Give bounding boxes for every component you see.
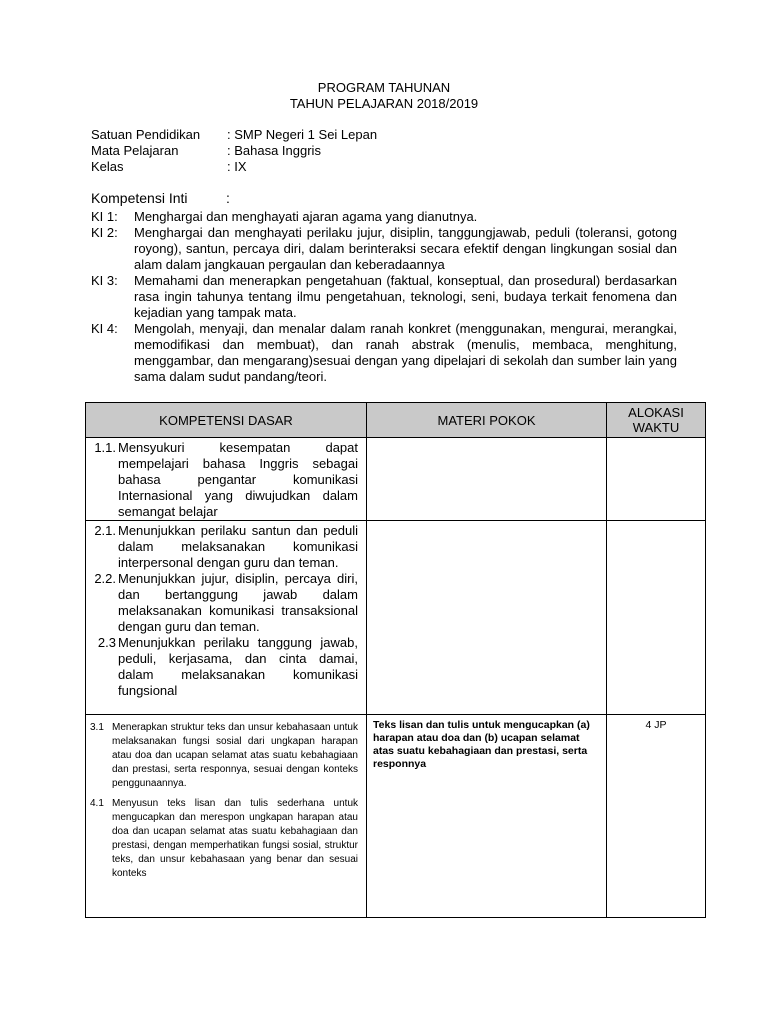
- kompetensi-inti-colon: :: [226, 190, 230, 206]
- materi-cell: [367, 521, 607, 715]
- alokasi-cell: [607, 715, 706, 918]
- ki-text: Mengolah, menyaji, dan menalar dalam ranah konkret (menggunakan, mengurai, merangkai, memodifikasi dan membuat), dan ranah abstrak (menulis, membaca, menghitung, menggambar, dan mengarang)sesuai dengan yang dipelajari di sekolah dan sumber lain yang sama dalam sudut pandang/teori.: [134, 321, 677, 384]
- kd-text: Menunjukkan jujur, disiplin, percaya diri, dan bertanggung jawab dalam melaksanakan komunikasi transaksional dengan guru dan teman.: [118, 571, 358, 634]
- kd-text: Mensyukuri kesempatan dapat mempelajari bahasa Inggris sebagai bahasa pengantar komunikasi Internasional yang diwujudkan dalam semangat belajar: [118, 440, 358, 519]
- kd-item: [86, 635, 366, 699]
- kd-item: [86, 523, 366, 571]
- ki-number: KI 1:: [91, 209, 118, 224]
- info-row: [91, 159, 377, 175]
- kd-number: 2.1.: [94, 523, 116, 538]
- table-header-row: [86, 403, 706, 438]
- header-kompetensi-dasar: KOMPETENSI DASAR: [86, 403, 367, 438]
- kd-text: Menyusun teks lisan dan tulis sederhana untuk mengucapkan dan merespon ungkapan harapan atau doa dan ucapan selamat atas suatu kebahagiaan dan prestasi, dengan memperhatikan fungsi sosial, struktur teks, dan unsur kebahasaan yang benar dan sesuai konteks: [112, 798, 358, 879]
- ki-text: Memahami dan menerapkan pengetahuan (faktual, konseptual, dan prosedural) berdasarkan rasa ingin tahunya tentang ilmu pengetahuan, teknologi, seni, budaya terkait fenomena dan kejadian yang tampak mata.: [134, 273, 677, 320]
- info-row: [91, 143, 377, 159]
- kd-number: 1.1.: [94, 440, 116, 455]
- info-row: [91, 127, 377, 143]
- materi-pokok-text: Teks lisan dan tulis untuk mengucapkan (a) harapan atau doa dan (b) ucapan selamat atas suatu kebahagiaan dan prestasi, serta responnya: [373, 719, 590, 770]
- ki-text: Menghargai dan menghayati ajaran agama yang dianutnya.: [134, 209, 478, 224]
- kd-cell: [86, 438, 367, 521]
- ki-number: KI 3:: [91, 273, 118, 288]
- kd-item: [86, 721, 366, 791]
- ki-text: Menghargai dan menghayati perilaku jujur, disiplin, tanggungjawab, peduli (toleransi, gotong royong), santun, percaya diri, dalam berinteraksi secara efektif dengan lingkungan sosial dan alam dalam jangkauan pergaulan dan keberadaannya: [134, 225, 677, 272]
- ki-item: [91, 209, 677, 225]
- header-materi-pokok: MATERI POKOK: [367, 403, 607, 438]
- alokasi-cell: [607, 521, 706, 715]
- kompetensi-inti-list: [91, 209, 677, 385]
- kd-number: 4.1: [90, 798, 104, 809]
- materi-cell: [367, 438, 607, 521]
- kd-text: Menunjukkan perilaku tanggung jawab, peduli, kerjasama, dan cinta damai, dalam melaksanakan komunikasi fungsional: [118, 635, 358, 698]
- kd-item: [86, 797, 366, 881]
- info-value: : SMP Negeri 1 Sei Lepan: [227, 127, 378, 142]
- kd-cell: [86, 521, 367, 715]
- document-title: PROGRAM TAHUNAN: [317, 80, 451, 95]
- ki-item: [91, 321, 677, 385]
- ki-number: KI 4:: [91, 321, 118, 336]
- kd-number: 2.2.: [94, 571, 116, 586]
- ki-item: [91, 225, 677, 273]
- header-alokasi-waktu: ALOKASI WAKTU: [607, 403, 706, 438]
- info-value: : Bahasa Inggris: [227, 143, 321, 158]
- alokasi-cell: [607, 438, 706, 521]
- ki-item: [91, 273, 677, 321]
- kd-text: Menerapkan struktur teks dan unsur kebahasaan untuk melaksanakan fungsi sosial dari ungkapan harapan atau doa dan ucapan selamat atas suatu kebahagiaan dan prestasi, serta responnya, sesuai dengan konteks penggunaannya.: [112, 722, 358, 789]
- table-row: [86, 438, 706, 521]
- table-row: [86, 715, 706, 918]
- info-label: Mata Pelajaran: [91, 143, 179, 158]
- ki-number: KI 2:: [91, 225, 118, 240]
- info-label: Satuan Pendidikan: [91, 127, 201, 142]
- info-label: Kelas: [91, 159, 124, 174]
- info-value: : IX: [227, 159, 247, 174]
- materi-cell: [367, 715, 607, 918]
- kd-cell: [86, 715, 367, 918]
- kd-text: Menunjukkan perilaku santun dan peduli dalam melaksanakan komunikasi interpersonal dengan guru dan teman.: [118, 523, 358, 570]
- document-subtitle: TAHUN PELAJARAN 2018/2019: [289, 96, 479, 111]
- kompetensi-inti-title: Kompetensi Inti: [91, 190, 188, 206]
- kd-number: 2.3: [97, 635, 116, 650]
- table-row: [86, 521, 706, 715]
- program-table: [85, 402, 706, 918]
- kd-item: [86, 571, 366, 635]
- info-block: [91, 127, 377, 175]
- kompetensi-inti-heading: [91, 190, 230, 206]
- kd-item: [86, 440, 366, 520]
- alokasi-waktu-text: 4 JP: [645, 719, 667, 731]
- kd-number: 3.1: [90, 722, 104, 733]
